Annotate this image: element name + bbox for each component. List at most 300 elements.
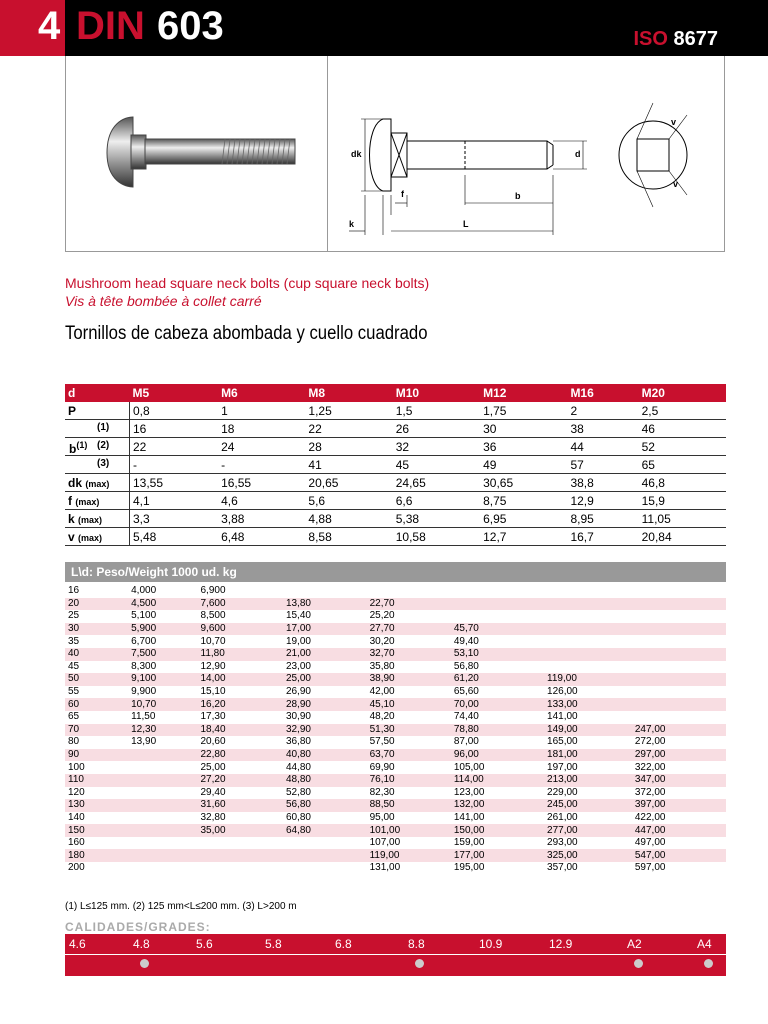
weight-cell: 119,00 xyxy=(544,673,632,686)
weight-cell: 30,20 xyxy=(369,635,395,647)
header-cell: d xyxy=(65,384,130,402)
weight-cell: 17,00 xyxy=(283,623,367,636)
page-title: Tornillos de cabeza abombada y cuello cuadrado xyxy=(65,323,428,344)
weight-cell: 159,00 xyxy=(453,837,485,849)
weight-cell: 447,00 xyxy=(632,824,726,837)
dimensions-row-dk xyxy=(65,474,726,492)
dimensions-header-row xyxy=(65,384,726,402)
weight-row xyxy=(65,623,726,636)
weight-cell: 12,90 xyxy=(200,660,226,672)
weight-cell xyxy=(632,610,726,623)
weight-cell: 57,50 xyxy=(369,736,395,748)
length-cell: 200 xyxy=(68,862,85,874)
weight-cell: 61,20 xyxy=(451,673,544,686)
table-cell: 18 xyxy=(218,420,305,438)
weight-cell: 126,00 xyxy=(547,686,578,698)
row-label xyxy=(65,492,130,510)
weight-cell: 36,80 xyxy=(285,736,311,748)
table-cell: 28 xyxy=(305,438,392,456)
length-cell: 35 xyxy=(68,635,80,647)
weight-cell: 64,80 xyxy=(283,824,367,837)
header-cell: M8 xyxy=(305,384,392,402)
weight-cell: 325,00 xyxy=(544,849,632,862)
table-cell: 10,58 xyxy=(393,528,480,546)
weight-row xyxy=(65,812,726,825)
length-cell: 55 xyxy=(68,686,80,698)
weight-cell: 213,00 xyxy=(544,774,632,787)
weight-cell: 101,00 xyxy=(367,824,451,837)
weight-cell: 547,00 xyxy=(632,849,726,862)
weight-cell: 16,20 xyxy=(198,698,283,711)
weight-cell: 8,300 xyxy=(131,660,157,672)
weight-cell xyxy=(128,799,197,812)
weight-cell: 9,900 xyxy=(131,686,157,698)
weight-row xyxy=(65,648,726,661)
weight-cell: 56,80 xyxy=(453,660,479,672)
table-cell: - xyxy=(218,456,305,474)
length-cell: 110 xyxy=(65,774,128,787)
weight-cell: 29,40 xyxy=(200,786,226,798)
weight-cell: 56,80 xyxy=(283,799,367,812)
weight-cell: 18,40 xyxy=(198,724,283,737)
weight-row xyxy=(65,724,726,737)
weight-row xyxy=(65,686,726,699)
table-cell: 1,25 xyxy=(305,402,392,420)
svg-text:k: k xyxy=(349,219,355,229)
weight-cell: 133,00 xyxy=(544,698,632,711)
table-cell: 16 xyxy=(130,420,219,438)
weight-cell: 597,00 xyxy=(634,862,666,874)
grades-label: CALIDADES/GRADES: xyxy=(65,920,211,934)
length-cell: 50 xyxy=(65,673,128,686)
weight-cell xyxy=(544,623,632,636)
subtitle-english: Mushroom head square neck bolts (cup square neck bolts) xyxy=(65,275,430,291)
weight-row xyxy=(65,799,726,812)
table-cell: 4,1 xyxy=(130,492,219,510)
weight-cell: 25,00 xyxy=(283,673,367,686)
row-label xyxy=(65,474,130,492)
weights-title: L\d: Peso/Weight 1000 ud. kg xyxy=(65,562,726,582)
weight-cell: 149,00 xyxy=(544,724,632,737)
weight-cell: 397,00 xyxy=(632,799,726,812)
weight-cell: 26,90 xyxy=(285,686,311,698)
weight-row xyxy=(65,711,726,724)
svg-text:f: f xyxy=(401,189,404,199)
weight-cell: 229,00 xyxy=(547,786,578,798)
weight-cell xyxy=(283,849,367,862)
weight-row xyxy=(65,598,726,611)
weight-cell: 5,900 xyxy=(128,623,197,636)
weight-cell: 35,80 xyxy=(369,660,395,672)
weight-cell: 8,500 xyxy=(200,610,226,622)
weight-row xyxy=(65,610,726,623)
weight-cell: 95,00 xyxy=(369,811,395,823)
grade-label: 5.6 xyxy=(196,937,213,951)
weight-cell: 12,30 xyxy=(128,724,197,737)
table-cell: - xyxy=(130,456,219,474)
weight-cell: 177,00 xyxy=(451,849,544,862)
weight-cell: 9,600 xyxy=(198,623,283,636)
footnote: (1) L≤125 mm. (2) 125 mm<L≤200 mm. (3) L>200 m xyxy=(65,901,297,912)
weight-cell: 78,80 xyxy=(451,724,544,737)
weight-cell: 422,00 xyxy=(634,811,666,823)
svg-text:b: b xyxy=(515,191,521,201)
dimensions-table xyxy=(65,384,726,546)
table-cell: 5,6 xyxy=(305,492,392,510)
table-cell: 8,58 xyxy=(305,528,392,546)
weight-cell: 30,90 xyxy=(285,711,311,723)
table-cell: 0,8 xyxy=(130,402,219,420)
table-cell: 32 xyxy=(393,438,480,456)
weight-row xyxy=(65,635,726,648)
row-label-suffix: (max) xyxy=(85,478,110,489)
length-cell: 30 xyxy=(65,623,128,636)
b-sub-2: (2) xyxy=(97,440,110,451)
weight-cell: 372,00 xyxy=(634,786,666,798)
header-cell: M5 xyxy=(130,384,219,402)
weight-cell: 150,00 xyxy=(451,824,544,837)
weight-cell: 11,50 xyxy=(131,711,156,723)
weight-cell: 17,30 xyxy=(200,711,226,723)
weight-row xyxy=(65,862,726,875)
weight-row xyxy=(65,749,726,762)
weight-cell: 31,60 xyxy=(198,799,283,812)
weight-cell: 69,90 xyxy=(369,761,395,773)
weight-cell: 15,40 xyxy=(285,610,311,622)
dimensions-row-b1 xyxy=(65,420,726,438)
grade-label: 8.8 xyxy=(408,937,425,951)
weight-cell: 52,80 xyxy=(285,786,311,798)
table-cell: 1,75 xyxy=(480,402,567,420)
weight-cell: 45,70 xyxy=(451,623,544,636)
grade-label: 10.9 xyxy=(479,937,503,951)
weight-row xyxy=(65,736,726,749)
table-cell: 3,3 xyxy=(130,510,219,528)
length-cell: 45 xyxy=(68,660,80,672)
grade-label: A4 xyxy=(697,937,712,951)
table-cell: 49 xyxy=(480,456,567,474)
weight-cell: 35,00 xyxy=(198,824,283,837)
table-cell: 8,95 xyxy=(567,510,638,528)
row-label-b2 xyxy=(65,438,130,456)
weight-cell: 49,40 xyxy=(453,635,479,647)
weight-cell: 63,70 xyxy=(367,749,451,762)
weight-row xyxy=(65,661,726,674)
header-cell: M12 xyxy=(480,384,567,402)
weight-cell: 25,00 xyxy=(200,761,226,773)
grades-bar xyxy=(65,934,726,976)
table-cell: 3,88 xyxy=(218,510,305,528)
weight-cell xyxy=(283,837,367,850)
weight-cell: 9,100 xyxy=(128,673,197,686)
weight-cell: 28,90 xyxy=(283,698,367,711)
weight-cell: 114,00 xyxy=(451,774,544,787)
length-cell: 90 xyxy=(65,749,128,762)
table-cell: 6,48 xyxy=(218,528,305,546)
weight-cell: 87,00 xyxy=(453,736,479,748)
weight-cell: 6,700 xyxy=(131,635,157,647)
length-cell: 25 xyxy=(68,610,80,622)
weight-cell: 277,00 xyxy=(544,824,632,837)
b-sub-3: (3) xyxy=(97,458,110,469)
table-cell: 5,48 xyxy=(130,528,219,546)
iso-prefix: ISO xyxy=(633,28,668,50)
grade-available-dot xyxy=(140,959,149,968)
weight-cell xyxy=(632,661,726,674)
weight-row xyxy=(65,673,726,686)
table-cell: 30 xyxy=(480,420,567,438)
subtitle-french: Vis à tête bombée à collet carré xyxy=(65,293,262,309)
table-cell: 38 xyxy=(567,420,638,438)
weight-cell: 38,90 xyxy=(367,673,451,686)
weight-cell: 247,00 xyxy=(632,724,726,737)
weight-cell xyxy=(128,749,197,762)
weight-cell xyxy=(632,648,726,661)
grade-available-dot xyxy=(704,959,713,968)
weight-cell xyxy=(128,812,197,825)
weight-cell: 74,40 xyxy=(453,711,479,723)
weight-cell xyxy=(632,698,726,711)
weight-cell xyxy=(128,774,197,787)
weight-row xyxy=(65,585,726,598)
weight-cell xyxy=(451,585,544,598)
weight-cell xyxy=(632,585,726,598)
weight-cell xyxy=(544,648,632,661)
table-cell: 2,5 xyxy=(639,402,726,420)
grade-available-dot xyxy=(634,959,643,968)
b-superscript: (1) xyxy=(76,440,88,450)
table-cell: 16,7 xyxy=(567,528,638,546)
weight-cell: 13,90 xyxy=(131,736,157,748)
length-cell: 80 xyxy=(68,736,80,748)
weight-cell: 96,00 xyxy=(451,749,544,762)
standard-number: 603 xyxy=(157,4,224,48)
table-cell: 46 xyxy=(639,420,726,438)
weight-cell: 32,90 xyxy=(283,724,367,737)
weight-cell xyxy=(544,610,632,623)
weight-cell: 25,20 xyxy=(369,610,395,622)
weight-cell: 22,80 xyxy=(198,749,283,762)
weight-cell: 65,60 xyxy=(453,686,479,698)
header-cell: M10 xyxy=(393,384,480,402)
weight-cell: 23,00 xyxy=(285,660,311,672)
weight-cell: 7,600 xyxy=(198,598,283,611)
weight-cell xyxy=(198,849,283,862)
weight-cell: 27,70 xyxy=(367,623,451,636)
weight-cell: 44,80 xyxy=(285,761,311,773)
weight-cell: 4,500 xyxy=(128,598,197,611)
table-cell: 52 xyxy=(639,438,726,456)
weight-cell xyxy=(128,849,197,862)
grade-label: A2 xyxy=(627,937,642,951)
weight-cell: 107,00 xyxy=(369,837,401,849)
row-label-text: f xyxy=(68,493,72,508)
weight-cell: 53,10 xyxy=(451,648,544,661)
weight-row xyxy=(65,837,726,850)
weight-cell xyxy=(544,661,632,674)
grade-available-dot xyxy=(415,959,424,968)
grade-label: 6.8 xyxy=(335,937,352,951)
weight-cell: 347,00 xyxy=(632,774,726,787)
table-cell: 24 xyxy=(218,438,305,456)
weight-cell: 132,00 xyxy=(451,799,544,812)
weight-cell xyxy=(632,673,726,686)
row-label-suffix: (max) xyxy=(75,496,100,507)
svg-text:v: v xyxy=(673,179,679,189)
length-cell: 100 xyxy=(68,761,85,773)
iso-reference xyxy=(633,28,718,51)
weight-cell xyxy=(367,585,451,598)
weight-cell: 11,80 xyxy=(198,648,283,661)
weight-cell: 70,00 xyxy=(451,698,544,711)
weight-cell xyxy=(451,610,544,623)
table-cell: 13,55 xyxy=(130,474,219,492)
weight-cell: 19,00 xyxy=(285,635,311,647)
bolt-photo xyxy=(95,105,305,195)
table-cell: 22 xyxy=(130,438,219,456)
dimensions-row-f xyxy=(65,492,726,510)
weight-cell xyxy=(544,635,632,648)
table-cell: 20,65 xyxy=(305,474,392,492)
table-cell: 1,5 xyxy=(393,402,480,420)
weight-cell xyxy=(128,761,197,774)
row-label-b3 xyxy=(65,456,130,474)
weight-cell: 7,500 xyxy=(128,648,197,661)
table-cell: 11,05 xyxy=(639,510,726,528)
weight-cell: 357,00 xyxy=(547,862,578,874)
table-cell: 2 xyxy=(567,402,638,420)
weight-cell: 76,10 xyxy=(367,774,451,787)
table-cell: 1 xyxy=(218,402,305,420)
table-cell: 57 xyxy=(567,456,638,474)
weight-cell xyxy=(128,862,197,875)
weight-cell xyxy=(128,787,197,800)
length-cell: 180 xyxy=(65,849,128,862)
length-cell: 40 xyxy=(65,648,128,661)
weight-cell xyxy=(632,623,726,636)
weight-cell xyxy=(632,598,726,611)
weight-cell: 21,00 xyxy=(283,648,367,661)
b-letter: b xyxy=(69,442,77,456)
weight-cell: 5,100 xyxy=(131,610,157,622)
length-cell: 60 xyxy=(65,698,128,711)
table-cell: 24,65 xyxy=(393,474,480,492)
b-sub-1: (1) xyxy=(97,422,110,433)
table-cell: 16,55 xyxy=(218,474,305,492)
weight-cell xyxy=(283,585,367,598)
row-label-suffix: (max) xyxy=(78,532,103,543)
weight-cell: 15,10 xyxy=(200,686,226,698)
weight-cell xyxy=(198,837,283,850)
weight-cell xyxy=(451,598,544,611)
dimensions-row-v xyxy=(65,528,726,546)
row-label-suffix: (max) xyxy=(78,514,103,525)
length-cell: 20 xyxy=(65,598,128,611)
weight-cell: 48,80 xyxy=(283,774,367,787)
weight-cell: 60,80 xyxy=(285,811,311,823)
weight-cell: 32,80 xyxy=(200,811,226,823)
weight-cell: 497,00 xyxy=(634,837,666,849)
table-cell: 36 xyxy=(480,438,567,456)
weight-cell: 4,000 xyxy=(131,585,157,597)
standard-prefix: DIN xyxy=(76,4,145,48)
table-cell: 4,6 xyxy=(218,492,305,510)
weight-cell: 261,00 xyxy=(547,811,578,823)
table-cell: 46,8 xyxy=(639,474,726,492)
weight-cell: 45,10 xyxy=(367,698,451,711)
weight-cell: 141,00 xyxy=(547,711,578,723)
weight-cell: 195,00 xyxy=(453,862,485,874)
table-cell: 4,88 xyxy=(305,510,392,528)
image-divider xyxy=(327,56,328,252)
weight-cell: 181,00 xyxy=(544,749,632,762)
weight-cell xyxy=(632,635,726,648)
weight-row xyxy=(65,698,726,711)
svg-text:L: L xyxy=(463,219,469,229)
weight-cell: 48,20 xyxy=(369,711,395,723)
weight-cell: 42,00 xyxy=(369,686,395,698)
svg-text:d: d xyxy=(575,149,581,159)
weight-cell xyxy=(128,824,197,837)
length-cell: 70 xyxy=(65,724,128,737)
weight-cell: 141,00 xyxy=(453,811,485,823)
weight-row xyxy=(65,761,726,774)
table-cell: 44 xyxy=(567,438,638,456)
length-cell: 65 xyxy=(68,711,80,723)
grade-label: 4.6 xyxy=(69,937,86,951)
length-cell: 120 xyxy=(68,786,85,798)
length-cell: 140 xyxy=(68,811,85,823)
weight-cell xyxy=(128,837,197,850)
weight-cell: 165,00 xyxy=(547,736,578,748)
grade-label: 12.9 xyxy=(549,937,573,951)
row-label-text: k xyxy=(68,511,75,526)
weights-table xyxy=(65,585,726,875)
row-label-b xyxy=(65,420,130,456)
weight-row xyxy=(65,774,726,787)
chapter-number: 4 xyxy=(38,4,61,48)
row-label: P xyxy=(65,402,130,420)
table-cell: 45 xyxy=(393,456,480,474)
row-label xyxy=(65,528,130,546)
weight-row xyxy=(65,787,726,800)
grade-label: 4.8 xyxy=(133,937,150,951)
table-cell: 30,65 xyxy=(480,474,567,492)
weight-cell: 51,30 xyxy=(367,724,451,737)
weight-cell: 82,30 xyxy=(369,786,395,798)
table-cell: 20,84 xyxy=(639,528,726,546)
weight-cell: 297,00 xyxy=(632,749,726,762)
weight-cell: 88,50 xyxy=(367,799,451,812)
weight-cell xyxy=(632,686,726,699)
table-cell: 65 xyxy=(639,456,726,474)
length-cell: 160 xyxy=(68,837,85,849)
table-cell: 5,38 xyxy=(393,510,480,528)
weight-cell: 20,60 xyxy=(200,736,226,748)
length-cell: 130 xyxy=(65,799,128,812)
weight-cell: 119,00 xyxy=(367,849,451,862)
dimensions-row-p xyxy=(65,402,726,420)
table-cell: 22 xyxy=(305,420,392,438)
weight-cell xyxy=(283,862,367,875)
weight-cell: 32,70 xyxy=(367,648,451,661)
table-cell: 6,95 xyxy=(480,510,567,528)
table-cell: 8,75 xyxy=(480,492,567,510)
weight-cell xyxy=(544,598,632,611)
table-cell: 41 xyxy=(305,456,392,474)
table-cell: 6,6 xyxy=(393,492,480,510)
table-cell: 12,7 xyxy=(480,528,567,546)
